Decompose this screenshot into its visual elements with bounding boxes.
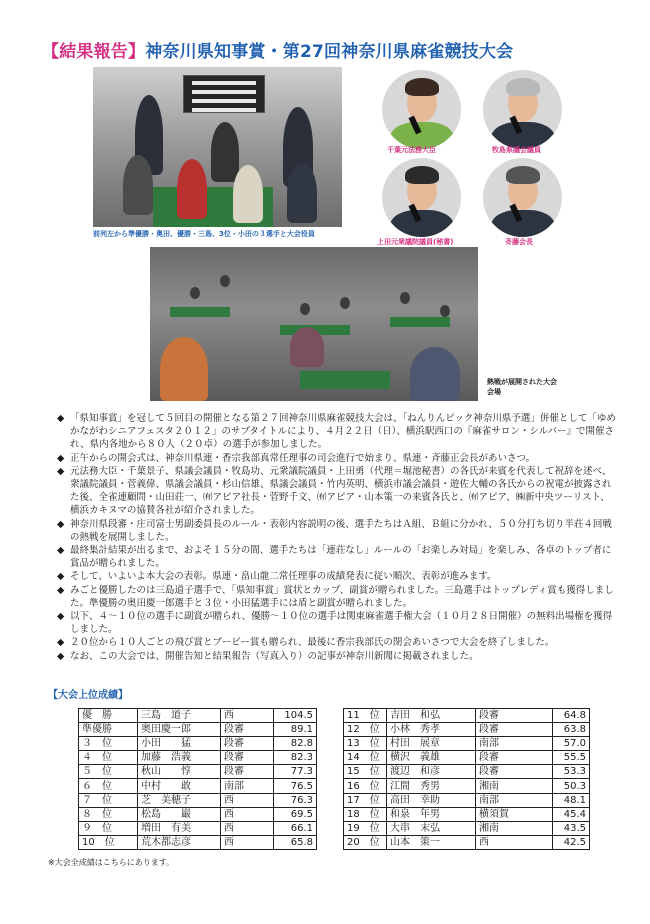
report-paragraph: ◆ 正午からの開会式は、神奈川県連・香宗我部真常任理事の司会進行で始まり、県連・斉藤正会長があいさつ。 bbox=[57, 452, 536, 464]
table-row: 優 勝 三島 道子 西 104.5 bbox=[79, 709, 317, 723]
report-paragraph: ◆ なお、この大会では、開催告知と結果報告（写真入り）の記事が神奈川新聞に掲載されました。 bbox=[57, 650, 479, 662]
results-table-left bbox=[78, 708, 317, 850]
report-paragraph: ◆ みごと優勝したのは三島道子選手で、「県知事賞」賞状とカップ、副賞が贈られました。三島選手はトップレディ賞も獲得しました。準優勝の奥田慶一郎選手と３位・小田猛選手には盾と副賞が贈られました。 bbox=[57, 584, 614, 609]
page-title bbox=[42, 37, 513, 62]
portrait-label: 斉藤会長 bbox=[505, 238, 533, 246]
table-row: 15 位 渡辺 和彦 段審 53.3 bbox=[344, 765, 590, 779]
table-row: 19 位 大串 末弘 湘南 43.5 bbox=[344, 821, 590, 835]
table-row: ８ 位 松島 巌 西 69.5 bbox=[79, 807, 317, 821]
report-paragraph: ◆ 「県知事賞」を冠して５回目の開催となる第２７回神奈川県麻雀競技大会は、「ねんりんピック神奈川県予選」併催として「ゆめかながわシニアフェスタ２０１２」のサブタイトルにより、４月２２日（日）、横浜駅西口の『麻雀サロン・シルバー』で開催され、県内各地から８０人（２０卓）の選手が参加しました。 bbox=[57, 413, 616, 451]
award-group-photo bbox=[93, 67, 342, 227]
portrait-chiba bbox=[382, 70, 461, 149]
table-row: ６ 位 中村 敢 南部 76.5 bbox=[79, 779, 317, 793]
table-row: 準優勝 奥田慶一郎 段審 89.1 bbox=[79, 723, 317, 737]
portrait-label: 牧島県議会議員 bbox=[492, 146, 541, 154]
report-paragraph: ◆ 以下、４〜１０位の選手に副賞が贈られ、優勝〜１０位の選手は関東麻雀選手権大会（１０月２８日開催）の無料出場権を獲得しました。 bbox=[57, 611, 613, 636]
report-body bbox=[57, 412, 617, 663]
report-tag: 【結果報告】 bbox=[42, 42, 146, 62]
table-row: ５ 位 秋山 惇 段審 77.3 bbox=[79, 765, 317, 779]
hall-photo-caption: 熱戦が展開された大会会場 bbox=[487, 378, 557, 396]
table-row: ９ 位 増田 有美 西 66.1 bbox=[79, 821, 317, 835]
report-paragraph: ◆ ２０位から１０人ごとの飛び賞とブービー賞も贈られ、最後に香宗我部氏の閉会あいさつで大会を終了しました。 bbox=[57, 637, 555, 649]
table-row: 10 位 荒木都志彦 西 65.8 bbox=[79, 835, 317, 849]
table-row: 20 位 山本 策一 西 42.5 bbox=[344, 835, 590, 849]
table-row: 18 位 和泉 年男 横須賀 45.4 bbox=[344, 807, 590, 821]
table-row: 14 位 横沢 義雄 段審 55.5 bbox=[344, 751, 590, 765]
table-row: 16 位 江間 秀男 湘南 50.3 bbox=[344, 779, 590, 793]
event-title: 神奈川県知事賞・第27回神奈川県麻雀競技大会 bbox=[145, 42, 514, 62]
portrait-ueda-secretary bbox=[382, 158, 461, 237]
report-paragraph: ◆ 元法務大臣・千葉景子、県議会議員・牧島功、元衆議院議員・上田勇（代理＝堀池秘書）の各氏が来賓を代表して祝辞を述べ、衆議院議員・菅義偉、県議会議員・杉山信雄、県議会議員・竹内英明、横浜市議会議員・遊佐大輔の各氏からの祝電が披露された後、全雀連顧問・山田荘一、㈲アピア社長・菅野千文、㈲アピア・山本策一の来賓各氏と、㈲アピア、㈱新中央ツーリスト、横浜カキヌマの協賛各社が紹介されました。 bbox=[57, 465, 612, 517]
table-row: ４ 位 加藤 浩義 段審 82.3 bbox=[79, 751, 317, 765]
results-table-right bbox=[343, 708, 590, 850]
table-row: 12 位 小林 秀孝 段審 63.8 bbox=[344, 723, 590, 737]
table-row: 13 位 村田 展章 南部 57.0 bbox=[344, 737, 590, 751]
portrait-makishima bbox=[483, 70, 562, 149]
results-footnote: ※大会全成績はこちらにあります。 bbox=[48, 858, 175, 867]
award-banner-board bbox=[183, 75, 265, 113]
table-row: ７ 位 芝 美穂子 西 76.3 bbox=[79, 793, 317, 807]
results-title: 【大会上位成績】 bbox=[48, 690, 128, 701]
tournament-hall-photo bbox=[150, 247, 478, 401]
portrait-saito bbox=[483, 158, 562, 237]
report-paragraph: ◆ 神奈川県段審・庄司富士男副委員長のルール・表彰内容説明の後、選手たちはＡ組、Ｂ組に分かれ、５０分打ち切り半荘４回戦の熱戦を展開しました。 bbox=[57, 518, 612, 543]
portrait-label: 上田元衆議院議員(秘書) bbox=[377, 238, 454, 246]
report-paragraph: ◆ 最終集計結果が出るまで、およそ１５分の間、選手たちは「連荘なし」ルールの「お楽しみ対局」を楽しみ、各卓のトップ者に賞品が贈られました。 bbox=[57, 545, 612, 570]
report-paragraph: ◆ そして、いよいよ本大会の表彰。県連・畠山龍二常任理事の成績発表に従い順次、表彰が進みます。 bbox=[57, 571, 497, 583]
award-photo-caption: 前列左から準優勝・奥田、優勝・三島、3位・小田の３選手と大会役員 bbox=[93, 230, 315, 238]
table-row: 17 位 高田 幸助 南部 48.1 bbox=[344, 793, 590, 807]
table-row: ３ 位 小田 猛 段審 82.8 bbox=[79, 737, 317, 751]
portrait-label: 千葉元法務大臣 bbox=[387, 146, 436, 154]
table-row: 11 位 吉田 和弘 段審 64.8 bbox=[344, 709, 590, 723]
